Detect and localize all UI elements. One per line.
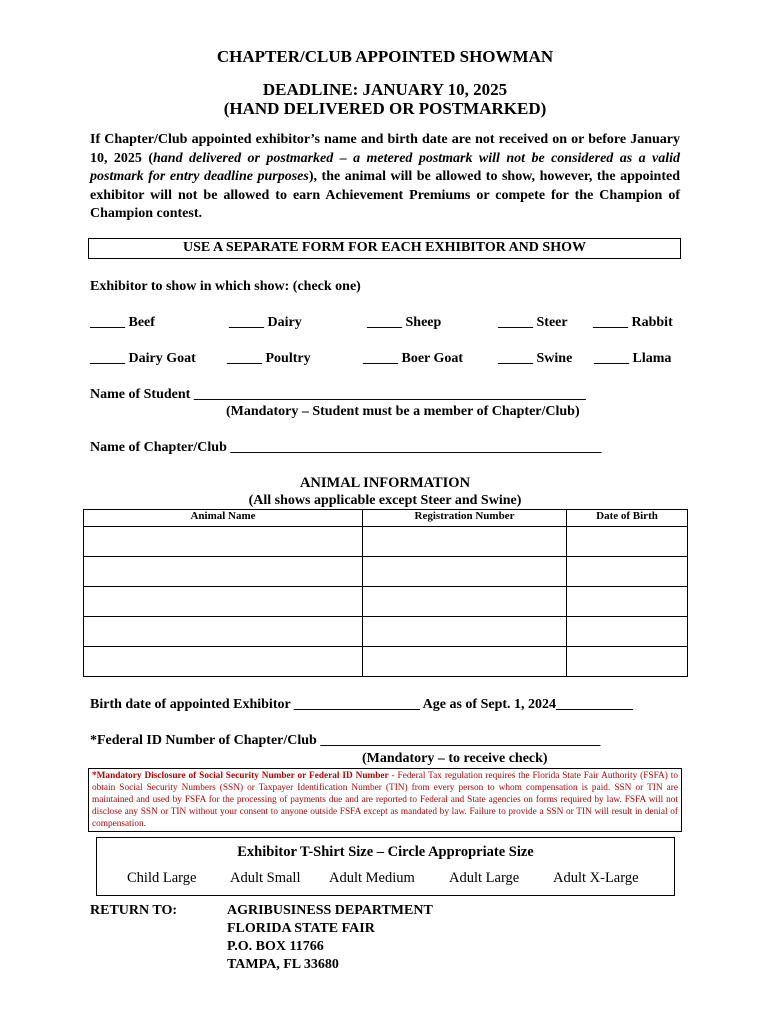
intro-paragraph xyxy=(90,131,680,224)
option-dairy-goat[interactable]: _____ Dairy Goat xyxy=(90,351,196,366)
animal-name-cell[interactable] xyxy=(84,647,363,677)
date-of-birth-cell[interactable] xyxy=(567,527,688,557)
table-row xyxy=(84,647,688,677)
animal-name-cell[interactable] xyxy=(84,617,363,647)
deadline-heading: DEADLINE: JANUARY 10, 2025 xyxy=(262,80,508,99)
registration-number-cell[interactable] xyxy=(363,617,567,647)
delivery-heading: (HAND DELIVERED OR POSTMARKED) xyxy=(223,99,547,118)
tshirt-size-box xyxy=(96,837,675,896)
animal-info-subheading: (All shows applicable except Steer and Swine) xyxy=(248,493,522,508)
date-of-birth-cell[interactable] xyxy=(567,587,688,617)
date-of-birth-cell[interactable] xyxy=(567,617,688,647)
option-dairy[interactable]: _____ Dairy xyxy=(229,315,302,330)
registration-number-cell[interactable] xyxy=(363,557,567,587)
animal-name-cell[interactable] xyxy=(84,557,363,587)
tshirt-heading: Exhibitor T-Shirt Size – Circle Appropriate Size xyxy=(237,844,534,860)
option-beef[interactable]: _____ Beef xyxy=(90,315,155,330)
date-of-birth-cell[interactable] xyxy=(567,647,688,677)
option-llama[interactable]: _____ Llama xyxy=(594,351,672,366)
federal-id-field[interactable]: *Federal ID Number of Chapter/Club ________________________________________ xyxy=(90,733,601,748)
intro-italic-text: hand delivered or postmarked – a metered postmark will not be considered as a valid postmark for entry deadline purposes xyxy=(90,150,680,184)
column-registration-number: Registration Number xyxy=(363,510,567,527)
column-animal-name: Animal Name xyxy=(84,510,363,527)
return-address-line-2: FLORIDA STATE FAIR xyxy=(227,921,375,936)
animal-info-heading: ANIMAL INFORMATION xyxy=(299,475,471,491)
table-row xyxy=(84,557,688,587)
return-address-line-3: P.O. BOX 11766 xyxy=(227,939,324,954)
animal-info-table xyxy=(83,509,688,677)
date-of-birth-cell[interactable] xyxy=(567,557,688,587)
disclosure-text: - Federal Tax regulation requires the Florida State Fair Authority (FSFA) to obtain Social Security Numbers (SSN) or Taxpayer Identification Number (TIN) from every person to whom compensation is paid. SSN or TIN are maintained and used by FSFA for the processing of payments due and are reported to Federal and State agencies on forms required by law. FSFA will not disclose any SSN or TIN without your consent to anyone outside FSFA except as mandated by law. Failure to provide a SSN or TIN will result in denial of compensation. xyxy=(92,771,678,829)
animal-name-cell[interactable] xyxy=(84,527,363,557)
chapter-name-field[interactable]: Name of Chapter/Club _____________________________________________________ xyxy=(90,440,602,455)
form-title: CHAPTER/CLUB APPOINTED SHOWMAN xyxy=(216,47,554,66)
registration-number-cell[interactable] xyxy=(363,587,567,617)
table-header-row xyxy=(84,510,688,527)
option-poultry[interactable]: _____ Poultry xyxy=(227,351,311,366)
option-rabbit[interactable]: _____ Rabbit xyxy=(593,315,673,330)
size-adult-x-large[interactable]: Adult X-Large xyxy=(553,870,639,886)
table-row xyxy=(84,527,688,557)
student-name-field[interactable]: Name of Student ________________________________________________________ xyxy=(90,387,586,402)
table-row xyxy=(84,617,688,647)
return-address-line-4: TAMPA, FL 33680 xyxy=(227,957,339,972)
show-selection-prompt: Exhibitor to show in which show: (check one) xyxy=(90,279,361,294)
option-sheep[interactable]: _____ Sheep xyxy=(367,315,442,330)
size-adult-medium[interactable]: Adult Medium xyxy=(329,870,415,886)
intro-text-2: ), the animal will be allowed to show, however, the appointed exhibitor will not be allowed to earn Achievement Premiums or compete for the Champion of Champion contest. xyxy=(90,169,680,221)
separate-form-notice: USE A SEPARATE FORM FOR EACH EXHIBITOR AND SHOW xyxy=(88,238,681,259)
return-address-line-1: AGRIBUSINESS DEPARTMENT xyxy=(227,903,433,918)
student-note: (Mandatory – Student must be a member of Chapter/Club) xyxy=(226,404,580,419)
federal-id-note: (Mandatory – to receive check) xyxy=(362,751,548,766)
disclosure-notice xyxy=(88,768,682,832)
size-child-large[interactable]: Child Large xyxy=(127,870,197,886)
animal-name-cell[interactable] xyxy=(84,587,363,617)
return-to-label: RETURN TO: xyxy=(90,903,178,918)
option-swine[interactable]: _____ Swine xyxy=(498,351,573,366)
size-adult-small[interactable]: Adult Small xyxy=(230,870,301,886)
intro-text-1: If Chapter/Club appointed exhibitor’s name and birth date are not received on or before January 10, 2025 ( xyxy=(90,132,680,166)
option-steer[interactable]: _____ Steer xyxy=(498,315,568,330)
disclosure-title: *Mandatory Disclosure of Social Security Number or Federal ID Number xyxy=(92,771,389,781)
registration-number-cell[interactable] xyxy=(363,647,567,677)
option-boer-goat[interactable]: _____ Boer Goat xyxy=(363,351,464,366)
size-adult-large[interactable]: Adult Large xyxy=(449,870,520,886)
column-date-of-birth: Date of Birth xyxy=(567,510,688,527)
registration-number-cell[interactable] xyxy=(363,527,567,557)
table-row xyxy=(84,587,688,617)
exhibitor-birth-date-field[interactable]: Birth date of appointed Exhibitor __________________ Age as of Sept. 1, 2024___________ xyxy=(90,697,634,712)
